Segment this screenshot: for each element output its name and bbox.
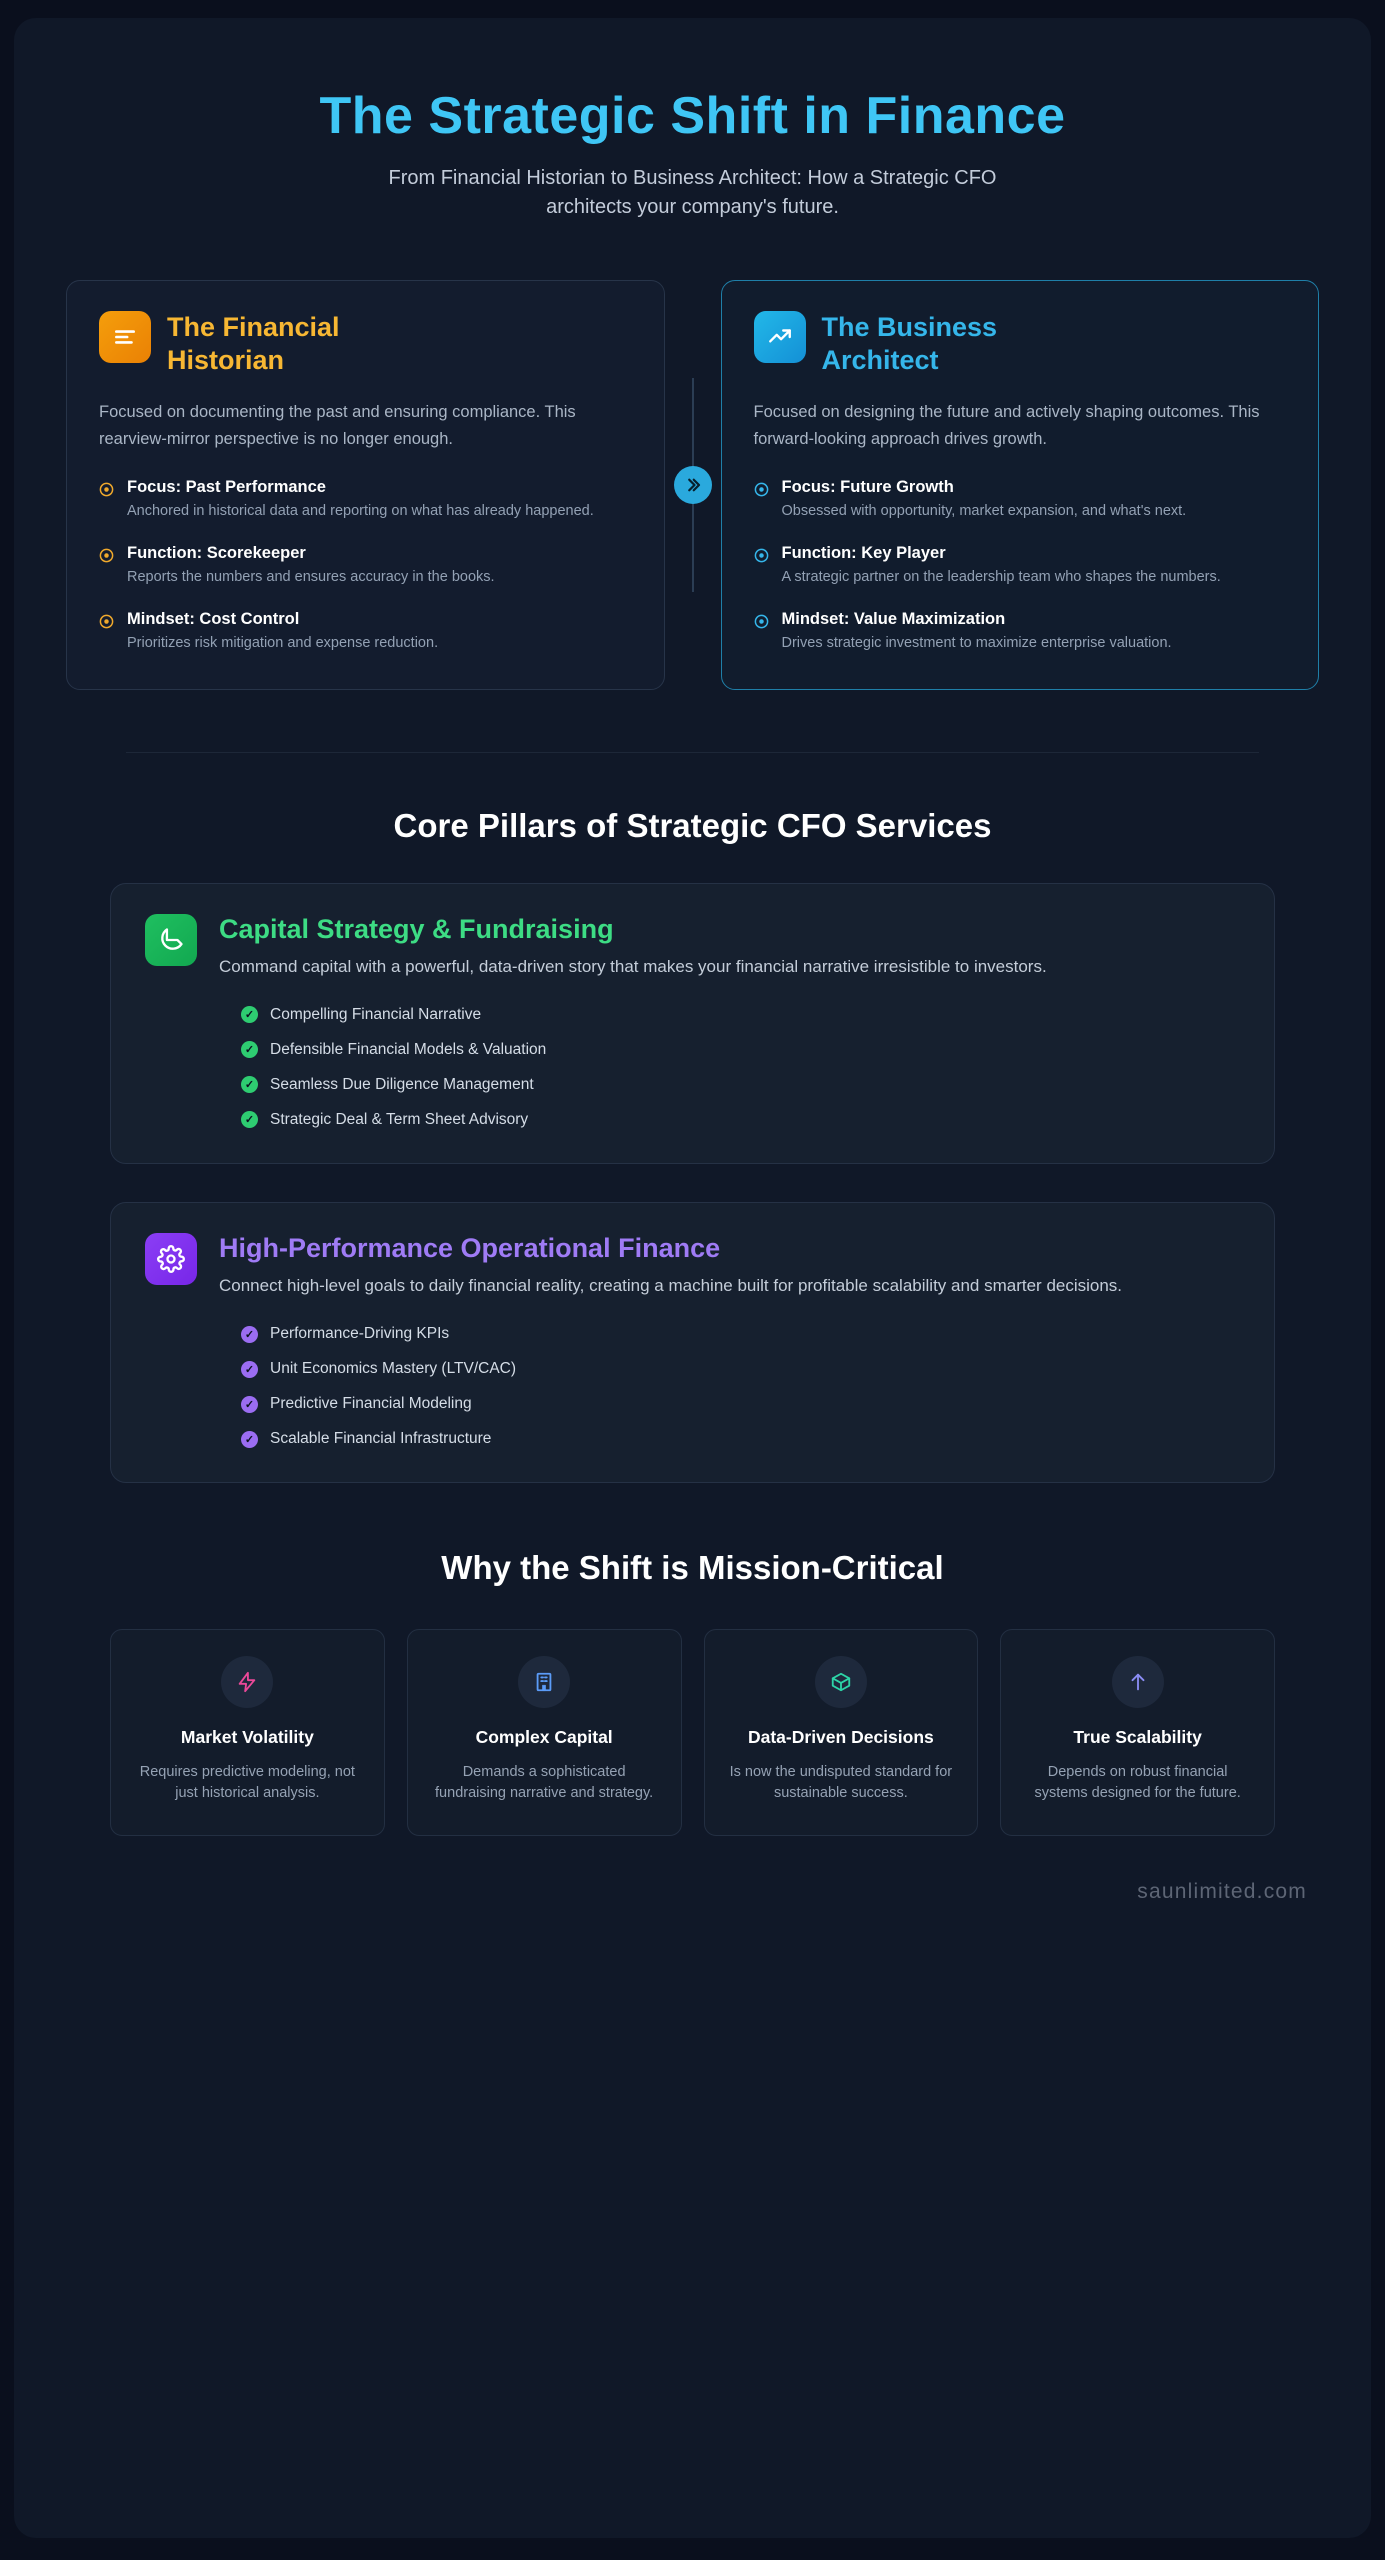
target-dot-icon [99,548,114,563]
card-header [754,311,1287,377]
list-item-desc: Drives strategic investment to maximize enterprise valuation. [781,634,1172,651]
arrow-up-icon [1112,1656,1164,1708]
check-circle-icon: ✓ [241,1006,258,1023]
target-dot-icon [754,482,769,497]
card-title: The Financial Historian [167,312,340,375]
gear-icon [145,1233,197,1285]
target-dot-icon [754,614,769,629]
pillar-title: Capital Strategy & Fundraising [219,913,614,944]
list-item-desc: Obsessed with opportunity, market expansion, and what's next. [781,503,1187,520]
chevron-double-right-icon [674,466,712,504]
trending-up-icon [754,311,806,363]
why-card-grid [110,1629,1275,1836]
page-title: The Strategic Shift in Finance [319,87,1066,145]
comparison-section [66,280,1319,690]
list-item [754,544,1287,589]
why-card-desc: Demands a sophisticated fundraising narrative and strategy. [435,1763,654,1802]
check-circle-icon: ✓ [241,1326,258,1343]
why-heading: Why the Shift is Mission-Critical [441,1549,944,1587]
lightning-bolt-icon [221,1656,273,1708]
why-card-desc: Depends on robust financial systems designed for the future. [1034,1763,1241,1802]
list-item [241,1430,1240,1448]
list-item-desc: A strategic partner on the leadership team who shapes the numbers. [781,569,1221,586]
content-panel [14,18,1371,2538]
list-item [241,1076,1240,1094]
pillar-description: Command capital with a powerful, data-driven story that makes your financial narrative irresistible to investors. [219,956,1047,976]
list-item-label: Performance-Driving KPIs [270,1325,450,1343]
list-item-label: Scalable Financial Infrastructure [270,1430,492,1448]
target-dot-icon [99,482,114,497]
pie-chart-icon [145,914,197,966]
check-circle-icon: ✓ [241,1111,258,1128]
list-item [241,1041,1240,1059]
bullet-list [99,478,632,654]
pillar-description: Connect high-level goals to daily financial reality, creating a machine built for profitable scalability and smarter decisions. [219,1275,1123,1295]
list-item-label: Unit Economics Mastery (LTV/CAC) [270,1360,517,1378]
check-circle-icon: ✓ [241,1396,258,1413]
list-item-title: Mindset: Value Maximization [781,609,1006,628]
list-item-label: Compelling Financial Narrative [270,1005,482,1023]
list-item-title: Mindset: Cost Control [127,609,300,628]
pillar-feature-list [219,1325,1240,1448]
list-item-desc: Anchored in historical data and reporting on what has already happened. [127,503,594,520]
why-card-desc: Requires predictive modeling, not just historical analysis. [139,1763,355,1802]
why-card-title: Complex Capital [475,1727,613,1748]
historian-column [66,280,693,690]
list-item-title: Function: Scorekeeper [127,544,306,563]
list-item [99,544,632,589]
list-item [241,1395,1240,1413]
pillar-capital-strategy [110,883,1275,1164]
why-card-title: True Scalability [1073,1727,1202,1748]
card-description: Focused on designing the future and actively shaping outcomes. This forward-looking approach drives growth. [753,402,1260,448]
why-card-title: Market Volatility [180,1727,314,1748]
list-item [241,1111,1240,1129]
check-circle-icon: ✓ [241,1076,258,1093]
card-description: Focused on documenting the past and ensuring compliance. This rearview-mirror perspective is no longer enough. [99,402,576,448]
list-item [754,610,1287,655]
list-item-desc: Reports the numbers and ensures accuracy in the books. [127,569,495,586]
list-item-title: Focus: Future Growth [781,478,954,497]
footer-brand: saunlimited.com [1137,1880,1307,1904]
pillar-operational-finance [110,1202,1275,1483]
why-card-complex-capital [407,1629,682,1836]
page-subtitle: From Financial Historian to Business Architect: How a Strategic CFO architects your company's future. [388,167,997,218]
check-circle-icon: ✓ [241,1361,258,1378]
list-item [99,478,632,523]
target-dot-icon [99,614,114,629]
list-item [754,478,1287,523]
check-circle-icon: ✓ [241,1041,258,1058]
building-icon [518,1656,570,1708]
why-card-true-scalability [1000,1629,1275,1836]
list-item [99,610,632,655]
why-card-title: Data-Driven Decisions [747,1727,934,1748]
card-financial-historian [66,280,665,690]
list-item-title: Focus: Past Performance [127,478,326,497]
why-card-market-volatility [110,1629,385,1836]
align-left-bars-icon [99,311,151,363]
section-divider [126,752,1259,753]
pillar-title: High-Performance Operational Finance [219,1232,721,1263]
card-title: The Business Architect [821,312,998,375]
comparison-divider [692,280,694,690]
list-item-title: Function: Key Player [781,544,946,563]
target-dot-icon [754,548,769,563]
architect-column [693,280,1320,690]
bullet-list [754,478,1287,654]
card-header [99,311,632,377]
list-item [241,1325,1240,1343]
list-item [241,1006,1240,1024]
pillars-heading: Core Pillars of Strategic CFO Services [393,806,992,844]
why-card-desc: Is now the undisputed standard for sustainable success. [729,1763,953,1802]
list-item-desc: Prioritizes risk mitigation and expense reduction. [127,634,439,651]
list-item-label: Defensible Financial Models & Valuation [270,1040,547,1058]
check-circle-icon: ✓ [241,1431,258,1448]
why-card-data-driven-decisions [704,1629,979,1836]
list-item-label: Seamless Due Diligence Management [270,1075,534,1093]
list-item-label: Predictive Financial Modeling [270,1395,472,1413]
list-item-label: Strategic Deal & Term Sheet Advisory [270,1110,529,1128]
cube-icon [815,1656,867,1708]
card-business-architect [721,280,1320,690]
pillar-feature-list [219,1006,1240,1129]
list-item [241,1360,1240,1378]
